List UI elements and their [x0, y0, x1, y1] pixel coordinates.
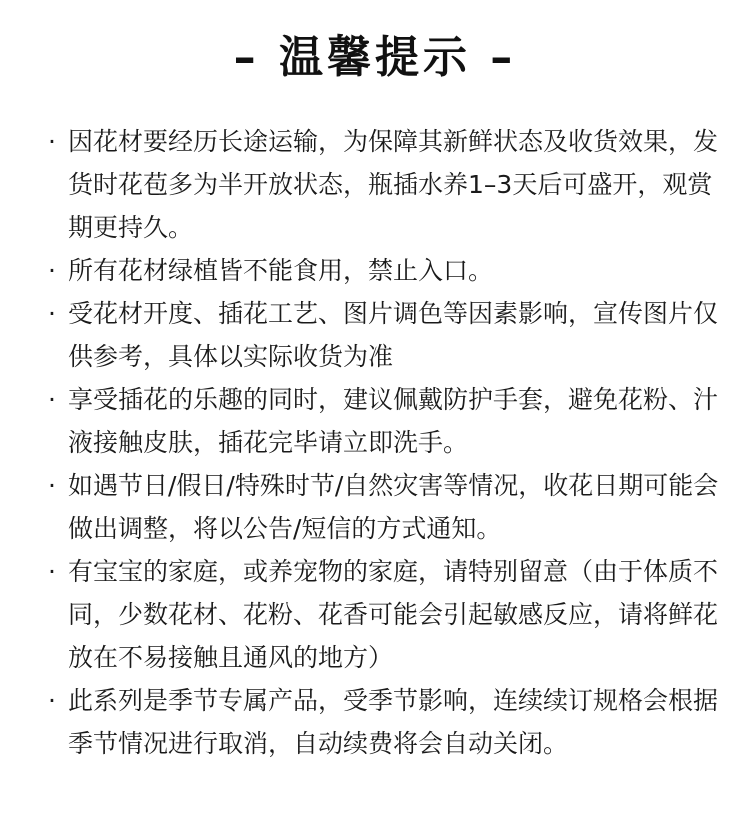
bullet-icon: · — [48, 127, 56, 156]
bullet-icon: · — [48, 385, 56, 414]
notice-list — [42, 120, 722, 765]
list-item — [42, 464, 722, 550]
list-item — [42, 550, 722, 679]
page-title: – 温馨提示 – — [233, 32, 517, 83]
list-item — [42, 120, 722, 249]
notice-text: 享受插花的乐趣的同时，建议佩戴防护手套，避免花粉、汁液接触皮肤，插花完毕请立即洗手。 — [68, 385, 719, 457]
notice-text: 如遇节日/假日/特殊时节/自然灾害等情况，收花日期可能会做出调整，将以公告/短信的方式通知。 — [68, 471, 719, 543]
notice-text: 此系列是季节专属产品，受季节影响，连续续订规格会根据季节情况进行取消，自动续费将会自动关闭。 — [68, 686, 719, 758]
bullet-icon: · — [48, 299, 56, 328]
bullet-icon: · — [48, 557, 56, 586]
bullet-icon: · — [48, 256, 56, 285]
notice-text: 因花材要经历长途运输，为保障其新鲜状态及收货效果，发货时花苞多为半开放状态，瓶插水养1–3天后可盛开，观赏期更持久。 — [68, 127, 719, 242]
list-item — [42, 292, 722, 378]
notice-text: 有宝宝的家庭，或养宠物的家庭，请特别留意（由于体质不同，少数花材、花粉、花香可能会引起敏感反应，请将鲜花放在不易接触且通风的地方） — [68, 557, 719, 672]
bullet-icon: · — [48, 471, 56, 500]
list-item — [42, 249, 722, 292]
bullet-icon: · — [48, 686, 56, 715]
notice-text: 受花材开度、插花工艺、图片调色等因素影响，宣传图片仅供参考，具体以实际收货为准 — [68, 299, 719, 371]
list-item — [42, 378, 722, 464]
notice-text: 所有花材绿植皆不能食用，禁止入口。 — [68, 256, 494, 285]
list-item — [42, 679, 722, 765]
